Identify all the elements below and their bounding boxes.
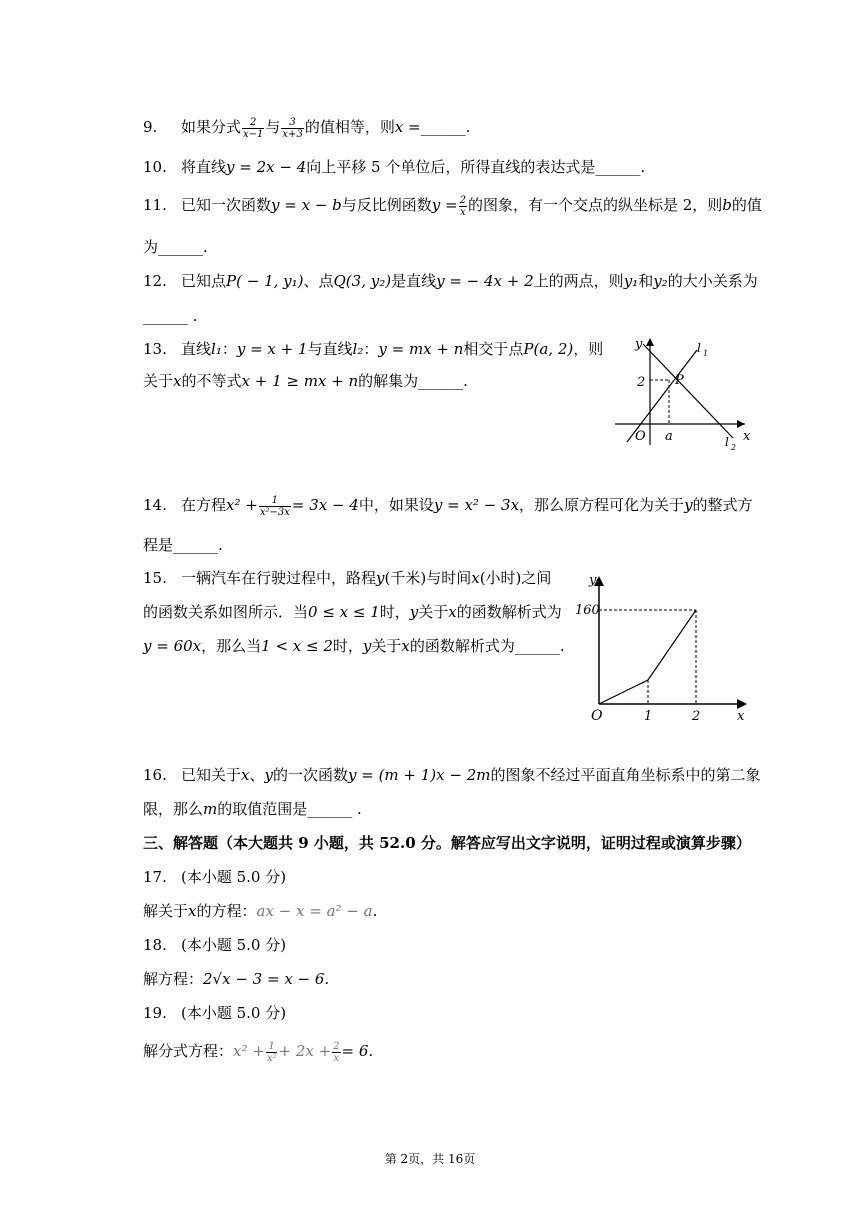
- math: y = x + 1: [236, 340, 308, 358]
- question-17-header: [143, 866, 286, 888]
- question-16-line2: [143, 798, 362, 820]
- tick-2: 2: [692, 709, 701, 724]
- fraction: $\frac{1}{\text{x²−3x}}$: [259, 494, 290, 518]
- text: 向上平移 5 个单位后，所得直线的表达式是______.: [306, 158, 646, 176]
- text: (千米)与时间: [384, 569, 472, 587]
- y-axis-arrow: [646, 338, 654, 346]
- a-label: a: [665, 429, 673, 444]
- math: y = 60x: [143, 637, 202, 655]
- question-number: 15.: [143, 569, 167, 587]
- x-axis-arrow: [737, 420, 745, 428]
- text: 的函数解析式为: [456, 603, 562, 621]
- text: 将直线: [181, 158, 227, 176]
- text: ，那么原方程可化为关于: [519, 496, 685, 514]
- text: 时，: [379, 603, 410, 621]
- math: x: [401, 637, 410, 655]
- text: 解关于: [143, 902, 189, 920]
- text: 、点: [303, 272, 334, 290]
- math: y₂: [653, 272, 668, 290]
- text: 关于: [418, 603, 449, 621]
- text: 的图象，有一个交点的纵坐标是 2，则: [467, 196, 723, 214]
- section-heading: 三、解答题（本大题共 9 小题，共 52.0 分。解答应写出文字说明，证明过程或演算步骤）: [143, 834, 751, 852]
- text: ，则: [573, 340, 604, 358]
- question-number: 16.: [143, 766, 167, 784]
- question-number: 12.: [143, 272, 167, 290]
- text: 限，那么: [143, 800, 204, 818]
- score: (本小题 5.0 分): [181, 936, 287, 954]
- question-number: 9.: [143, 118, 158, 136]
- text: 是直线: [391, 272, 437, 290]
- text: (小时)之间: [479, 569, 552, 587]
- text: 的值相等，则: [304, 118, 395, 136]
- tick-1: 1: [644, 709, 653, 724]
- text: 的不等式: [181, 372, 242, 390]
- text: 、: [249, 766, 265, 784]
- math: x + 1 ≥ mx + n: [241, 372, 359, 390]
- fraction: $\frac{2}{x-1}$: [243, 116, 264, 140]
- math: y = x − b: [271, 196, 342, 214]
- text: ：: [221, 340, 237, 358]
- origin-label: O: [635, 429, 646, 444]
- score: (本小题 5.0 分): [181, 868, 287, 886]
- question-15-line3: [143, 635, 565, 657]
- question-13: [143, 338, 603, 360]
- math: x =: [394, 118, 421, 136]
- l1-label: l: [697, 341, 701, 355]
- math: Q(3, y₂): [333, 272, 392, 290]
- math: = 3x − 4: [291, 496, 359, 514]
- math: y = mx + n: [378, 340, 464, 358]
- math: x² +: [226, 496, 258, 514]
- math: P( − 1, y₁): [226, 272, 304, 290]
- text: 程是______.: [143, 536, 223, 554]
- question-10: [143, 156, 645, 178]
- text: 关于: [371, 637, 402, 655]
- figure-13-graph: [605, 330, 765, 455]
- question-15-line2: [143, 601, 562, 623]
- math: x: [188, 902, 197, 920]
- text: 的函数解析式为______.: [409, 637, 565, 655]
- text: 与反比例函数: [341, 196, 432, 214]
- score: (本小题 5.0 分): [181, 1004, 287, 1022]
- math: y = 2x − 4: [226, 158, 307, 176]
- math: 0 ≤ x ≤ 1: [308, 603, 380, 621]
- math: x: [448, 603, 457, 621]
- text: 上的两点，则: [533, 272, 624, 290]
- text: 的大小关系为: [667, 272, 758, 290]
- question-16: [143, 764, 761, 786]
- text: 已知一次函数: [181, 196, 272, 214]
- text: 的方程：: [196, 902, 257, 920]
- question-14-line2: [143, 534, 223, 556]
- math: ax − x = a² − a: [256, 902, 373, 920]
- text: .: [372, 902, 378, 920]
- text: 与直线: [307, 340, 353, 358]
- math: y: [376, 569, 385, 587]
- question-18-body: [143, 968, 329, 990]
- text: 为______.: [143, 238, 208, 256]
- math: y: [409, 603, 419, 621]
- math: y: [684, 496, 693, 514]
- x-axis-arrow: [737, 699, 747, 709]
- math: l₂: [352, 340, 364, 358]
- question-number: 19.: [143, 1004, 167, 1022]
- text: 和: [638, 272, 654, 290]
- text: 解分式方程：: [143, 1042, 234, 1060]
- text: 解方程：: [143, 970, 204, 988]
- math: y =: [431, 196, 458, 214]
- answer-blank: ______.: [420, 118, 471, 136]
- text: 相交于点: [463, 340, 524, 358]
- question-13-line2: [143, 370, 468, 392]
- question-19-header: [143, 1002, 286, 1024]
- l2-sub: 2: [731, 443, 737, 452]
- math: x: [471, 569, 480, 587]
- question-number: 13.: [143, 340, 167, 358]
- question-19-body: [143, 1040, 373, 1064]
- math: m: [203, 800, 218, 818]
- question-11: [143, 194, 762, 218]
- text: 一辆汽车在行驶过程中，路程: [181, 569, 377, 587]
- text: ______ .: [143, 307, 198, 325]
- point-p-label: P: [675, 373, 684, 388]
- question-9: [143, 116, 470, 140]
- math: y = (m + 1)x − 2m: [348, 766, 491, 784]
- math: y = − 4x + 2: [436, 272, 534, 290]
- question-15: [143, 567, 551, 589]
- tick-2: 2: [637, 375, 646, 390]
- question-14: [143, 494, 753, 518]
- text: 的函数关系如图所示．当: [143, 603, 309, 621]
- question-number: 18.: [143, 936, 167, 954]
- question-number: 17.: [143, 868, 167, 886]
- math: y = x² − 3x: [433, 496, 520, 514]
- origin-label: O: [591, 708, 603, 724]
- text: ：: [363, 340, 379, 358]
- question-number: 14.: [143, 496, 167, 514]
- math: + 2x +: [278, 1042, 332, 1060]
- text: ，那么当: [201, 637, 262, 655]
- question-12-line2: [143, 305, 198, 327]
- text: 已知关于: [181, 766, 242, 784]
- fraction: $\frac{1}{\text{x²}}$: [266, 1040, 277, 1064]
- math: 2√x − 3 = x − 6.: [203, 970, 330, 988]
- math: 1 < x ≤ 2: [261, 637, 333, 655]
- text: 在方程: [181, 496, 227, 514]
- text: 的图象不经过平面直角坐标系中的第二象: [490, 766, 761, 784]
- math: y: [264, 766, 273, 784]
- math: y₁: [623, 272, 639, 290]
- fraction: $\frac{2}{x}$: [459, 194, 466, 218]
- question-number: 11.: [143, 196, 167, 214]
- question-11-line2: [143, 236, 208, 258]
- text: 的解集为______.: [358, 372, 468, 390]
- question-17-body: [143, 900, 377, 922]
- text: 时，: [332, 637, 363, 655]
- text: 的一次函数: [272, 766, 348, 784]
- math: b: [722, 196, 732, 214]
- text: 如果分式: [181, 118, 242, 136]
- question-12: [143, 270, 758, 292]
- math: x: [173, 372, 182, 390]
- text: 的整式方: [692, 496, 753, 514]
- text: 的值: [731, 196, 762, 214]
- fraction: $\frac{2}{x}$: [333, 1040, 340, 1064]
- fraction: $\frac{3}{x+3}$: [282, 116, 303, 140]
- math: y: [362, 637, 372, 655]
- math: P(a, 2): [523, 340, 574, 358]
- text: 关于: [143, 372, 174, 390]
- math: l₁: [211, 340, 222, 358]
- l2-label: l: [725, 435, 729, 449]
- text: 中，如果设: [358, 496, 434, 514]
- x-label: x: [743, 429, 751, 444]
- figure-15-graph: [575, 568, 755, 726]
- math: x: [241, 766, 250, 784]
- math: x² +: [233, 1042, 265, 1060]
- y-label: y: [635, 337, 643, 352]
- question-number: 10.: [143, 158, 167, 176]
- math: = 6.: [341, 1042, 374, 1060]
- tick-160: 160: [575, 603, 600, 618]
- y-label: y: [589, 573, 597, 588]
- distance-line: [599, 610, 696, 704]
- question-18-header: [143, 934, 286, 956]
- l1-sub: 1: [703, 349, 709, 358]
- text: 的取值范围是______ .: [217, 800, 362, 818]
- text: 已知点: [181, 272, 227, 290]
- x-label: x: [737, 709, 745, 724]
- page-footer: 第 2页，共 16页: [384, 1152, 476, 1166]
- text: 直线: [181, 340, 212, 358]
- text: 与: [265, 118, 281, 136]
